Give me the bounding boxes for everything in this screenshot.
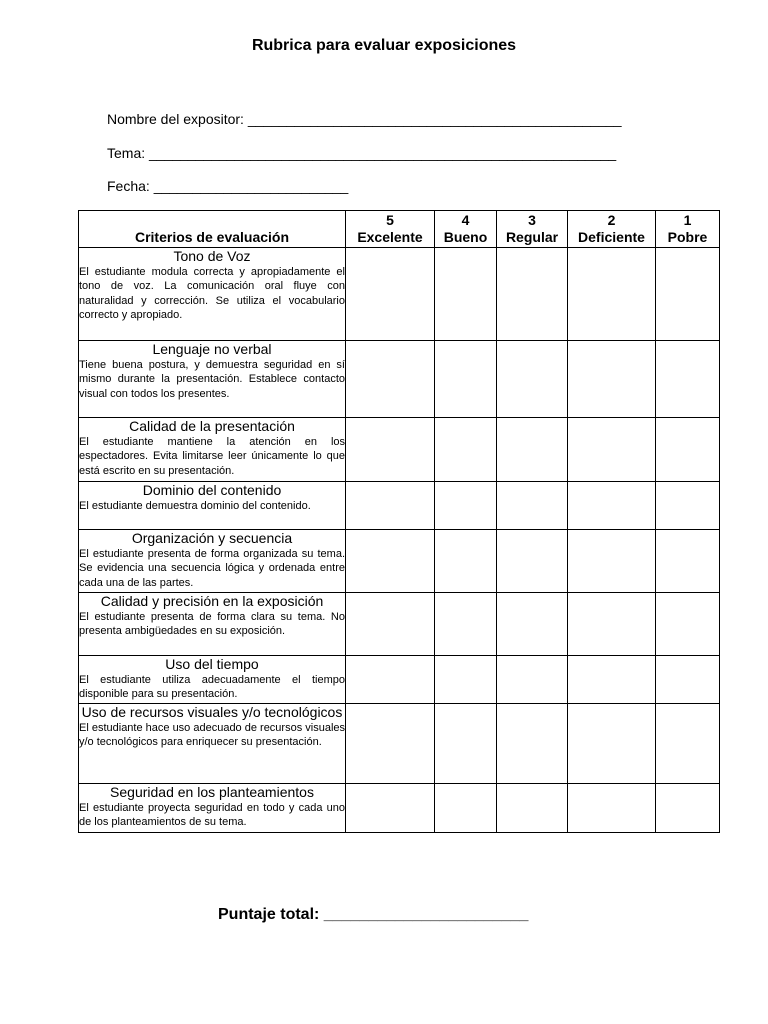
expositor-name-field[interactable]: Nombre del expositor: ________________________________________________ [107,111,622,127]
criterion-title: Calidad de la presentación [129,418,295,434]
score-value: 5 [386,212,394,228]
score-label: Deficiente [578,229,645,245]
criterion-cell [79,593,346,656]
score-label: Pobre [667,229,708,245]
score-cell[interactable] [568,482,656,530]
score-cell[interactable] [346,593,435,656]
criterion-title: Seguridad en los planteamientos [110,784,314,800]
criterion-description: El estudiante presenta de forma clara su tema. No presenta ambigüedades en su exposición. [79,611,345,638]
score-value: 1 [683,212,692,228]
score-header-4 [435,211,497,248]
topic-field[interactable]: Tema: ____________________________________________________________ [107,145,617,161]
score-cell[interactable] [568,704,656,784]
criterion-title: Organización y secuencia [131,530,293,546]
score-cell[interactable] [656,784,720,833]
score-cell[interactable] [435,248,497,341]
criterion-title: Lenguaje no verbal [152,341,272,357]
score-cell[interactable] [497,784,568,833]
table-row [79,704,720,784]
table-row [79,341,720,418]
table-row [79,784,720,833]
score-cell[interactable] [568,784,656,833]
table-row [79,593,720,656]
criterion-cell [79,482,346,530]
score-cell[interactable] [497,341,568,418]
score-label: Bueno [443,229,488,245]
rubric-table [78,210,720,833]
score-cell[interactable] [497,656,568,704]
score-cell[interactable] [497,482,568,530]
criterion-cell [79,248,346,341]
criterion-description: El estudiante hace uso adecuado de recursos visuales y/o tecnológicos para enriquecer su presentación. [79,722,346,749]
score-cell[interactable] [497,593,568,656]
score-header-1 [656,211,720,248]
table-row [79,530,720,593]
score-cell[interactable] [346,418,435,482]
score-cell[interactable] [497,530,568,593]
criterion-description: El estudiante modula correcta y apropiadamente el tono de voz. La comunicación oral fluye con naturalidad y corrección. Se utiliza el vocabulario correcto y apropiado. [79,266,345,322]
score-cell[interactable] [435,482,497,530]
criterion-cell [79,704,346,784]
criterion-cell [79,656,346,704]
score-cell[interactable] [656,418,720,482]
score-cell[interactable] [656,248,720,341]
score-cell[interactable] [435,530,497,593]
score-value: 3 [528,212,536,228]
date-field[interactable]: Fecha: _________________________ [107,178,349,194]
criterion-title: Uso del tiempo [165,656,259,672]
total-score-field[interactable]: Puntaje total: _______________________ [218,906,529,923]
criterion-title: Dominio del contenido [142,482,282,498]
criterion-description: El estudiante proyecta seguridad en todo y cada uno de los planteamientos de su tema. [79,802,345,829]
score-cell[interactable] [435,656,497,704]
criterion-cell [79,784,346,833]
score-cell[interactable] [568,341,656,418]
score-cell[interactable] [346,704,435,784]
score-cell[interactable] [346,530,435,593]
table-row [79,656,720,704]
score-cell[interactable] [497,248,568,341]
criterion-description: El estudiante demuestra dominio del contenido. [79,500,311,512]
score-label: Excelente [357,229,423,245]
criterion-cell [79,341,346,418]
score-cell[interactable] [568,418,656,482]
score-header-2 [568,211,656,248]
score-cell[interactable] [346,784,435,833]
score-cell[interactable] [568,530,656,593]
score-cell[interactable] [656,593,720,656]
table-row [79,418,720,482]
score-cell[interactable] [656,704,720,784]
score-cell[interactable] [435,784,497,833]
score-header-5 [346,211,435,248]
score-cell[interactable] [435,593,497,656]
score-cell[interactable] [656,482,720,530]
score-cell[interactable] [497,704,568,784]
score-cell[interactable] [435,704,497,784]
criterion-title: Tono de Voz [173,248,251,264]
score-cell[interactable] [497,418,568,482]
criterion-cell [79,418,346,482]
score-label: Regular [505,229,559,245]
score-cell[interactable] [656,530,720,593]
criterion-description: El estudiante utiliza adecuadamente el tiempo disponible para su presentación. [79,674,345,701]
criterion-title: Uso de recursos visuales y/o tecnológicos [81,704,343,720]
criteria-header: Criterios de evaluación [79,211,346,248]
criterion-description: Tiene buena postura, y demuestra seguridad en sí mismo durante la presentación. Establece contacto visual con todos los presentes. [79,359,345,400]
score-cell[interactable] [346,341,435,418]
score-cell[interactable] [346,248,435,341]
score-cell[interactable] [435,341,497,418]
table-row [79,248,720,341]
score-cell[interactable] [346,482,435,530]
score-cell[interactable] [568,593,656,656]
criterion-cell [79,530,346,593]
score-header-3 [497,211,568,248]
score-cell[interactable] [656,656,720,704]
criterion-description: El estudiante presenta de forma organizada su tema. Se evidencia una secuencia lógica y ordenada entre cada una de las partes. [79,548,345,589]
score-cell[interactable] [568,248,656,341]
table-row [79,482,720,530]
criterion-description: El estudiante mantiene la atención en los espectadores. Evita limitarse leer únicamente lo que está escrito en su presentación. [79,436,345,477]
score-cell[interactable] [346,656,435,704]
rubric-header-row [79,211,720,248]
criterion-title: Calidad y precisión en la exposición [100,593,324,609]
document-title: Rubrica para evaluar exposiciones [251,37,517,54]
score-cell[interactable] [568,656,656,704]
score-value: 4 [461,212,470,228]
score-value: 2 [607,212,616,228]
score-cell[interactable] [435,418,497,482]
score-cell[interactable] [656,341,720,418]
